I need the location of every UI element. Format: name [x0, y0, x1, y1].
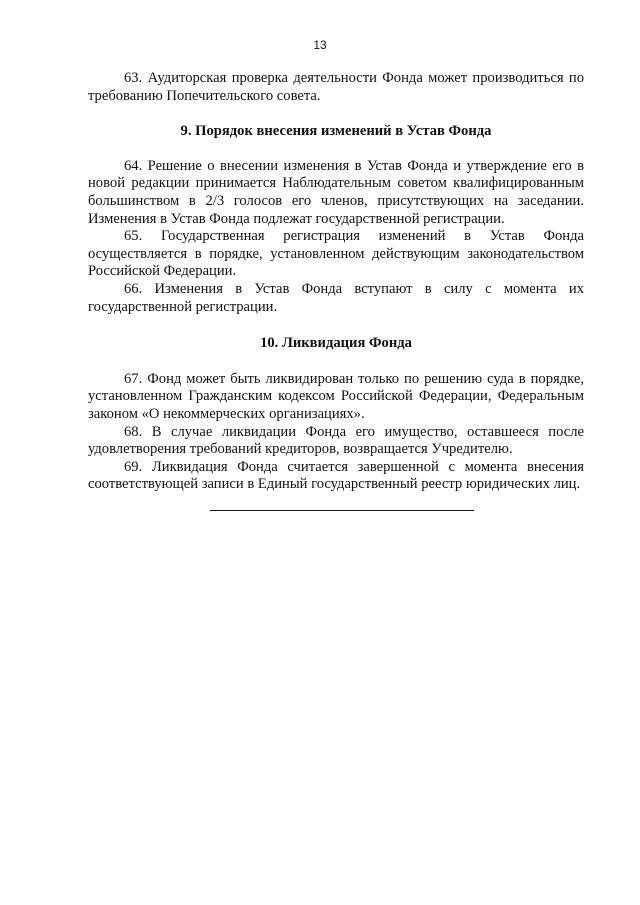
paragraph-65: 65. Государственная регистрация изменений в Устав Фонда осуществляется в порядке, установленном действующим законодательством Российской Федерации.	[88, 228, 584, 280]
section-9-heading: 9. Порядок внесения изменений в Устав Фонда	[180, 123, 492, 140]
end-divider-line	[210, 510, 474, 511]
paragraph-64: 64. Решение о внесении изменения в Устав Фонда и утверждение его в новой редакции принимается Наблюдательным советом квалифицированным большинством в 2/3 голосов его членов, присутствующих на заседании. Изменения в Устав Фонда подлежат государственной регистрации.	[88, 157, 584, 227]
paragraph-63: 63. Аудиторская проверка деятельности Фонда может производиться по требованию Попечительского совета.	[88, 70, 584, 104]
paragraph-67: 67. Фонд может быть ликвидирован только по решению суда в порядке, установленном Гражданским кодексом Российской Федерации, Федеральным законом «О некоммерческих организациях».	[88, 370, 584, 422]
paragraph-68: 68. В случае ликвидации Фонда его имущество, оставшееся после удовлетворения требований кредиторов, возвращается Учредителю.	[88, 423, 584, 458]
section-10-heading: 10. Ликвидация Фонда	[260, 335, 412, 352]
document-body	[88, 70, 584, 511]
paragraph-66: 66. Изменения в Устав Фонда вступают в силу с момента их государственной регистрации.	[88, 280, 584, 315]
paragraph-69: 69. Ликвидация Фонда считается завершенной с момента внесения соответствующей записи в Единый государственный реестр юридических лиц.	[88, 458, 584, 493]
page-number: 13	[313, 38, 327, 52]
